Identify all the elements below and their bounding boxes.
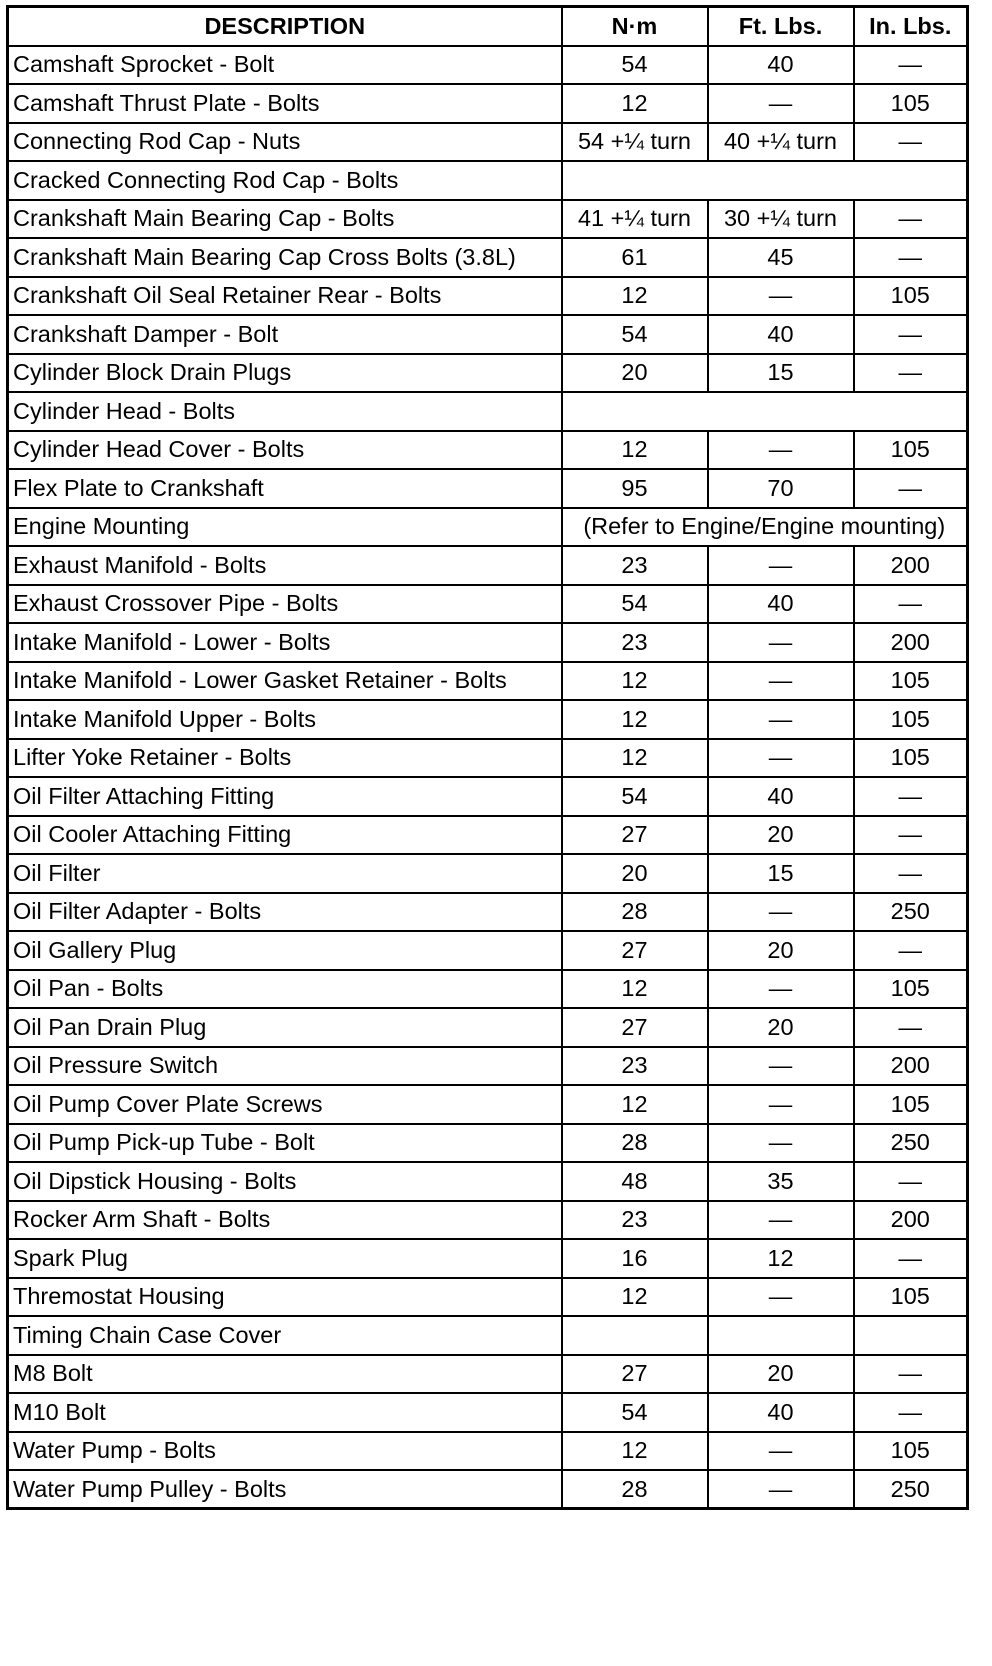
cell-ft-lbs: — (708, 1085, 854, 1124)
cell-nm: 16 (562, 1239, 708, 1278)
cell-in-lbs: 105 (854, 84, 968, 123)
torque-spec-table (6, 5, 969, 1510)
cell-nm: 23 (562, 546, 708, 585)
cell-in-lbs: 105 (854, 1085, 968, 1124)
cell-nm: 95 (562, 469, 708, 508)
cell-nm: 61 (562, 238, 708, 277)
cell-description: Camshaft Sprocket - Bolt (8, 46, 562, 85)
table-header-row (8, 7, 968, 46)
header-nm: N·m (562, 7, 708, 46)
table-row (8, 546, 968, 585)
cell-ft-lbs: — (708, 1124, 854, 1163)
cell-nm: 27 (562, 816, 708, 855)
cell-ft-lbs: 12 (708, 1239, 854, 1278)
cell-ft-lbs: 15 (708, 354, 854, 393)
cell-in-lbs: 105 (854, 700, 968, 739)
cell-description: Connecting Rod Cap - Nuts (8, 123, 562, 162)
table-row (8, 508, 968, 547)
table-row (8, 469, 968, 508)
table-row (8, 1047, 968, 1086)
cell-in-lbs: 200 (854, 623, 968, 662)
cell-ft-lbs: 20 (708, 1355, 854, 1394)
cell-nm: 27 (562, 931, 708, 970)
torque-spec-sheet (6, 5, 966, 1510)
cell-description: Intake Manifold - Lower - Bolts (8, 623, 562, 662)
table-row (8, 238, 968, 277)
cell-in-lbs: 105 (854, 1278, 968, 1317)
cell-in-lbs: — (854, 123, 968, 162)
cell-ft-lbs: — (708, 431, 854, 470)
table-row (8, 1162, 968, 1201)
cell-ft-lbs: 20 (708, 931, 854, 970)
cell-description: Spark Plug (8, 1239, 562, 1278)
cell-description: Flex Plate to Crankshaft (8, 469, 562, 508)
cell-nm: 12 (562, 431, 708, 470)
table-row (8, 1239, 968, 1278)
table-row (8, 277, 968, 316)
cell-nm: 28 (562, 1470, 708, 1509)
cell-ft-lbs: — (708, 1201, 854, 1240)
cell-description: Engine Mounting (8, 508, 562, 547)
cell-description: Oil Pump Cover Plate Screws (8, 1085, 562, 1124)
table-row (8, 777, 968, 816)
cell-description: Oil Filter (8, 854, 562, 893)
table-row (8, 970, 968, 1009)
table-row (8, 123, 968, 162)
cell-nm: 41 +¼ turn (562, 200, 708, 239)
cell-description: Water Pump Pulley - Bolts (8, 1470, 562, 1509)
cell-in-lbs: — (854, 777, 968, 816)
cell-in-lbs: 105 (854, 662, 968, 701)
cell-nm: 54 (562, 315, 708, 354)
table-row (8, 893, 968, 932)
cell-nm (562, 1316, 708, 1355)
table-row (8, 1085, 968, 1124)
cell-nm: 54 (562, 585, 708, 624)
table-row (8, 1355, 968, 1394)
cell-description: Oil Pump Pick-up Tube - Bolt (8, 1124, 562, 1163)
cell-ft-lbs: 40 (708, 46, 854, 85)
cell-description: Oil Pressure Switch (8, 1047, 562, 1086)
cell-in-lbs: 200 (854, 546, 968, 585)
table-row (8, 200, 968, 239)
cell-ft-lbs (708, 1316, 854, 1355)
cell-description: M10 Bolt (8, 1393, 562, 1432)
cell-in-lbs (854, 1316, 968, 1355)
cell-nm: 54 (562, 777, 708, 816)
cell-nm: 23 (562, 623, 708, 662)
cell-in-lbs: — (854, 200, 968, 239)
cell-in-lbs: — (854, 1162, 968, 1201)
table-row (8, 1201, 968, 1240)
table-row (8, 354, 968, 393)
cell-description: Lifter Yoke Retainer - Bolts (8, 739, 562, 778)
cell-ft-lbs: 20 (708, 816, 854, 855)
cell-description: Crankshaft Oil Seal Retainer Rear - Bolts (8, 277, 562, 316)
cell-description: Crankshaft Main Bearing Cap - Bolts (8, 200, 562, 239)
cell-nm: 23 (562, 1201, 708, 1240)
cell-description: Oil Gallery Plug (8, 931, 562, 970)
cell-in-lbs: 105 (854, 277, 968, 316)
cell-nm: 20 (562, 354, 708, 393)
cell-in-lbs: — (854, 315, 968, 354)
cell-in-lbs: 200 (854, 1201, 968, 1240)
cell-ft-lbs: — (708, 1278, 854, 1317)
cell-ft-lbs: 45 (708, 238, 854, 277)
cell-nm: 12 (562, 739, 708, 778)
cell-in-lbs: — (854, 46, 968, 85)
table-row (8, 1124, 968, 1163)
cell-in-lbs: — (854, 469, 968, 508)
table-row (8, 1432, 968, 1471)
cell-in-lbs: — (854, 1239, 968, 1278)
cell-in-lbs: — (854, 1008, 968, 1047)
cell-in-lbs: 105 (854, 970, 968, 1009)
cell-ft-lbs: — (708, 739, 854, 778)
cell-ft-lbs: 40 +¼ turn (708, 123, 854, 162)
header-ft-lbs: Ft. Lbs. (708, 7, 854, 46)
cell-nm: 20 (562, 854, 708, 893)
cell-nm: 28 (562, 1124, 708, 1163)
cell-description: Cylinder Head - Bolts (8, 392, 562, 431)
header-in-lbs: In. Lbs. (854, 7, 968, 46)
cell-ft-lbs: 40 (708, 777, 854, 816)
cell-ft-lbs: — (708, 700, 854, 739)
cell-ft-lbs: 40 (708, 315, 854, 354)
cell-note: (Refer to Engine/Engine mounting) (562, 508, 968, 547)
cell-nm: 12 (562, 700, 708, 739)
cell-description: Intake Manifold - Lower Gasket Retainer - Bolts (8, 662, 562, 701)
table-row (8, 1278, 968, 1317)
cell-nm: 54 (562, 1393, 708, 1432)
cell-nm: 12 (562, 662, 708, 701)
cell-in-lbs: — (854, 1393, 968, 1432)
cell-description: Cracked Connecting Rod Cap - Bolts (8, 161, 562, 200)
cell-description: Timing Chain Case Cover (8, 1316, 562, 1355)
cell-ft-lbs: — (708, 277, 854, 316)
cell-ft-lbs: — (708, 1047, 854, 1086)
cell-in-lbs: 250 (854, 1470, 968, 1509)
cell-description: Intake Manifold Upper - Bolts (8, 700, 562, 739)
cell-description: Exhaust Crossover Pipe - Bolts (8, 585, 562, 624)
cell-ft-lbs: — (708, 623, 854, 662)
table-row (8, 623, 968, 662)
table-row (8, 1316, 968, 1355)
table-row (8, 1393, 968, 1432)
table-row (8, 392, 968, 431)
cell-ft-lbs: — (708, 893, 854, 932)
cell-in-lbs: — (854, 931, 968, 970)
cell-ft-lbs: — (708, 970, 854, 1009)
cell-in-lbs: 105 (854, 431, 968, 470)
cell-description: M8 Bolt (8, 1355, 562, 1394)
cell-description: Exhaust Manifold - Bolts (8, 546, 562, 585)
cell-description: Oil Pan Drain Plug (8, 1008, 562, 1047)
table-row (8, 315, 968, 354)
table-row (8, 1470, 968, 1509)
cell-description: Crankshaft Main Bearing Cap Cross Bolts (3.8L) (8, 238, 562, 277)
cell-ft-lbs: 20 (708, 1008, 854, 1047)
cell-ft-lbs: — (708, 1470, 854, 1509)
cell-in-lbs: 105 (854, 739, 968, 778)
cell-description: Water Pump - Bolts (8, 1432, 562, 1471)
cell-ft-lbs: 35 (708, 1162, 854, 1201)
cell-description: Oil Filter Attaching Fitting (8, 777, 562, 816)
cell-ft-lbs: — (708, 1432, 854, 1471)
cell-description: Rocker Arm Shaft - Bolts (8, 1201, 562, 1240)
table-row (8, 1008, 968, 1047)
table-row (8, 161, 968, 200)
cell-nm: 28 (562, 893, 708, 932)
cell-description: Oil Dipstick Housing - Bolts (8, 1162, 562, 1201)
cell-nm: 12 (562, 84, 708, 123)
cell-ft-lbs: 30 +¼ turn (708, 200, 854, 239)
cell-nm: 27 (562, 1008, 708, 1047)
table-row (8, 84, 968, 123)
cell-in-lbs: 250 (854, 893, 968, 932)
table-row (8, 585, 968, 624)
cell-description: Cylinder Block Drain Plugs (8, 354, 562, 393)
cell-ft-lbs: 40 (708, 585, 854, 624)
header-description: DESCRIPTION (8, 7, 562, 46)
cell-ft-lbs: 40 (708, 1393, 854, 1432)
table-row (8, 854, 968, 893)
cell-ft-lbs: — (708, 662, 854, 701)
cell-description: Camshaft Thrust Plate - Bolts (8, 84, 562, 123)
table-row (8, 931, 968, 970)
cell-in-lbs: — (854, 854, 968, 893)
cell-ft-lbs: 15 (708, 854, 854, 893)
cell-description: Thremostat Housing (8, 1278, 562, 1317)
cell-in-lbs: 250 (854, 1124, 968, 1163)
cell-nm: 12 (562, 970, 708, 1009)
cell-in-lbs: 200 (854, 1047, 968, 1086)
cell-description: Oil Pan - Bolts (8, 970, 562, 1009)
cell-in-lbs: — (854, 238, 968, 277)
cell-description: Oil Filter Adapter - Bolts (8, 893, 562, 932)
cell-nm: 27 (562, 1355, 708, 1394)
cell-in-lbs: — (854, 354, 968, 393)
cell-note (562, 161, 968, 200)
cell-in-lbs: 105 (854, 1432, 968, 1471)
cell-description: Oil Cooler Attaching Fitting (8, 816, 562, 855)
table-row (8, 739, 968, 778)
cell-description: Crankshaft Damper - Bolt (8, 315, 562, 354)
cell-description: Cylinder Head Cover - Bolts (8, 431, 562, 470)
table-row (8, 700, 968, 739)
cell-nm: 12 (562, 1278, 708, 1317)
table-row (8, 662, 968, 701)
cell-nm: 12 (562, 1432, 708, 1471)
cell-nm: 23 (562, 1047, 708, 1086)
cell-ft-lbs: 70 (708, 469, 854, 508)
cell-ft-lbs: — (708, 546, 854, 585)
cell-nm: 12 (562, 1085, 708, 1124)
cell-in-lbs: — (854, 816, 968, 855)
table-row (8, 431, 968, 470)
cell-nm: 54 (562, 46, 708, 85)
cell-in-lbs: — (854, 585, 968, 624)
table-body (8, 46, 968, 1509)
cell-nm: 48 (562, 1162, 708, 1201)
cell-note (562, 392, 968, 431)
cell-ft-lbs: — (708, 84, 854, 123)
table-row (8, 816, 968, 855)
cell-nm: 54 +¼ turn (562, 123, 708, 162)
cell-nm: 12 (562, 277, 708, 316)
table-row (8, 46, 968, 85)
cell-in-lbs: — (854, 1355, 968, 1394)
